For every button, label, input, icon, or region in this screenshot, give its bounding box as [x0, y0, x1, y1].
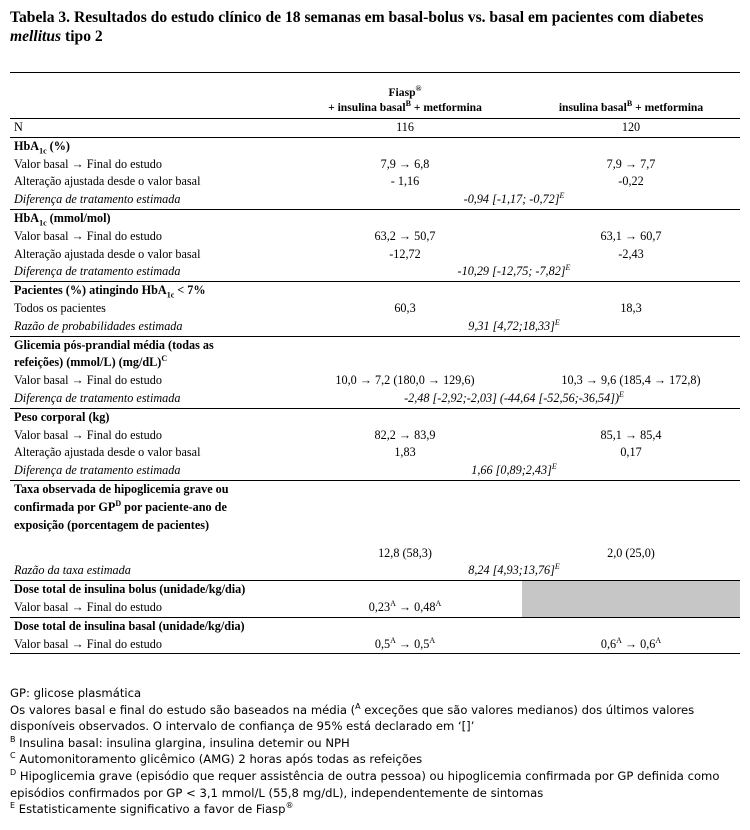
section-hba1c-mmol: HbA$_{1c}$ (mmol/mol) — [14, 210, 111, 228]
header-row — [10, 73, 740, 119]
table-row: Valor basal → Final do estudo 7,9 → 6,8 7,9 → 7,7 — [14, 156, 656, 171]
table-title: Tabela 3. Resultados do estudo clínico de 18 semanas em basal-bolus vs. basal em pacientes com diabetes mellitus tipo 2 — [10, 9, 704, 45]
section-hypo-line2: confirmada por $GP^D$ por paciente-ano de — [14, 498, 227, 514]
footnote-b: $^B$ Insulina basal: insulina glargina, insulina detemir ou NPH — [10, 734, 350, 750]
table-row: Alteração ajustada desde o valor basal - 1,16 -0,22 — [14, 174, 644, 189]
section-target: Pacientes (%) atingindo HbA$_{1c}$ < 7% — [14, 283, 206, 300]
table-row: Alteração ajustada desde o valor basal 1,83 0,17 — [14, 445, 642, 460]
table-row: Razão de probabilidades estimada 9,31 [4,72;18,33]$^E$ — [10, 318, 740, 336]
n-row: N 116 120 — [10, 119, 740, 138]
table-row: Valor basal → Final do estudo 82,2 → 83,9 85,1 → 85,4 — [14, 427, 662, 442]
table-row: Valor basal → Final do estudo $0,23^A \to 0,48^A$ — [10, 599, 740, 617]
footnotes — [10, 685, 744, 818]
footnote-e: $^E$ Estatisticamente significativo a favor de Fiasp® — [10, 801, 294, 817]
section-hypo: Taxa observada de hipoglicemia grave ou — [14, 481, 229, 496]
table-row: Diferença de tratamento estimada -2,48 [-2,92;-2,03] (-44,64 [-52,56;-36,54])$^E$ — [10, 390, 740, 408]
shaded-cell — [522, 599, 740, 617]
section-bolus: Dose total de insulina bolus (unidade/kg/dia) — [10, 581, 740, 599]
section-ppg-line2: refeições) (mmol/L) $(mg/dL)^C$ — [14, 354, 168, 370]
table-row: 12,8 (58,3) 2,0 (25,0) — [378, 545, 655, 560]
section-weight: Peso corporal (kg) — [14, 409, 110, 424]
footnote-a: Os valores basal e final do estudo são baseados na média ($^A$ exceções que são valores medianos) dos últimos valores disponíveis observados. O intervalo de confiança de 95% está declarado em ‘[]’ — [10, 701, 695, 734]
section-hba1c-pct: HbA$_{1c}$ (%) — [10, 137, 740, 155]
header-fiasp: Fiasp® + insulina basal$^B$ + metformina — [288, 73, 522, 119]
section-ppg: Glicemia pós-prandial média (todas as — [14, 337, 214, 352]
shaded-cell — [522, 581, 740, 599]
footnote-gp: GP: glicose plasmática — [10, 686, 142, 700]
table-row: Diferença de tratamento estimada 1,66 [0,89;2,43]$^E$ — [10, 462, 740, 480]
footnote-c: $^C$ Automonitoramento glicêmico (AMG) 2 horas após todas as refeições — [10, 751, 423, 767]
results-table — [10, 72, 740, 654]
table-row: Razão da taxa estimada 8,24 [4,93;13,76]$^E$ — [10, 562, 740, 580]
header-basal: insulina basal$^B$ + metformina — [522, 73, 740, 119]
table-row: Valor basal → Final do estudo $0,5^A \to 0,5^A$ $0,6^A \to 0,6^A$ — [10, 636, 740, 654]
table-row: Alteração ajustada desde o valor basal -12,72 -2,43 — [14, 246, 644, 261]
table-row: Valor basal → Final do estudo 63,2 → 50,7 63,1 → 60,7 — [14, 228, 662, 243]
table-row: Diferença de tratamento estimada -0,94 [-1,17; -0,72]$^E$ — [10, 191, 740, 209]
section-basal: Dose total de insulina basal (unidade/kg/dia) — [14, 618, 245, 633]
section-hypo-line3: exposição (porcentagem de pacientes) — [14, 517, 210, 532]
table-row: Todos os pacientes 60,3 18,3 — [14, 300, 642, 315]
table-row: Diferença de tratamento estimada -10,29 [-12,75; -7,82]$^E$ — [10, 263, 740, 281]
table-row: Valor basal → Final do estudo 10,0 → 7,2 (180,0 → 129,6) 10,3 → 9,6 (185,4 → 172,8) — [14, 373, 701, 388]
footnote-d: $^D$ Hipoglicemia grave (episódio que requer assistência de outra pessoa) ou hipoglicemia confirmada por GP definida como episódios confirmados por GP < 3,1 mmol/L (55,8 mg/dL), independentemente de sintomas — [10, 768, 720, 800]
